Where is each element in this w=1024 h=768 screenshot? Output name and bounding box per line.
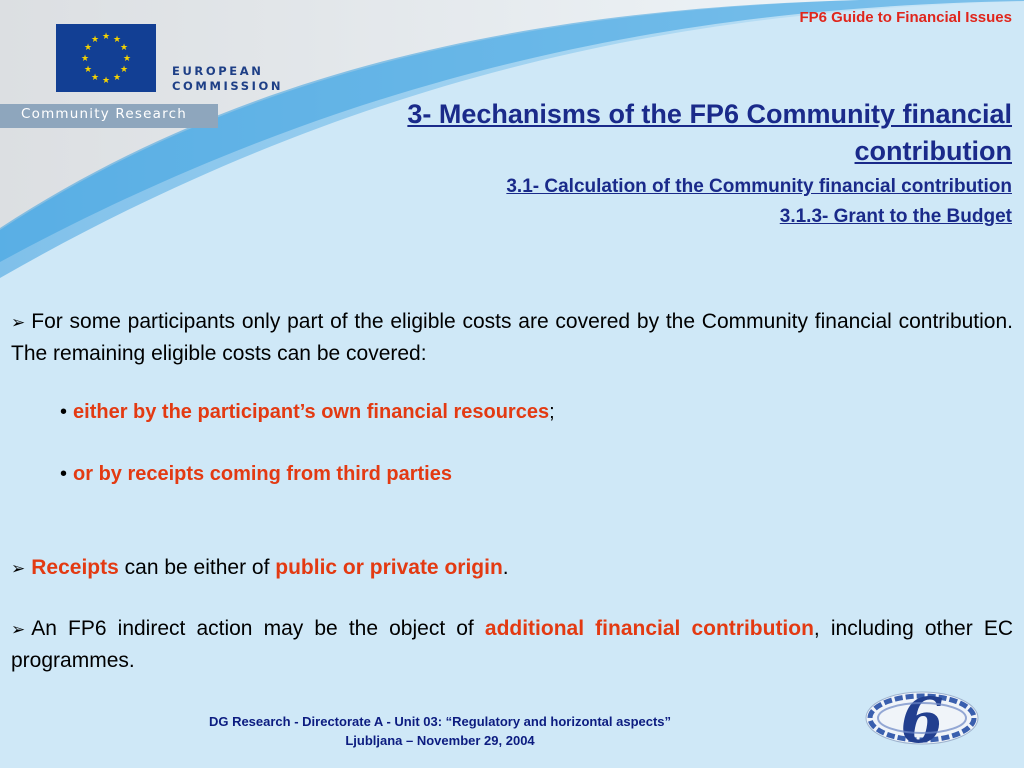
european-commission-wordmark bbox=[172, 64, 283, 94]
svg-text:★: ★ bbox=[90, 72, 100, 82]
slide-footer bbox=[170, 712, 710, 750]
action-outro-text: , including other EC programmes. bbox=[11, 617, 1013, 672]
svg-text:★: ★ bbox=[83, 42, 93, 52]
fp6-logo-icon bbox=[862, 680, 984, 752]
main-title: 3- Mechanisms of the FP6 Community financial contribution bbox=[407, 99, 1012, 166]
svg-text:★: ★ bbox=[112, 72, 122, 82]
footer-line-1: DG Research - Directorate A - Unit 03: “Regulatory and horizontal aspects” bbox=[208, 714, 672, 729]
community-research-label: Community Research bbox=[21, 106, 187, 122]
paragraph-additional-contribution bbox=[11, 613, 1013, 676]
action-intro-text: An FP6 indirect action may be the object of bbox=[31, 617, 474, 640]
slide-titles bbox=[292, 96, 1012, 232]
dot-bullet-icon: • bbox=[60, 401, 68, 423]
eu-flag-icon bbox=[56, 24, 156, 92]
dot-bullet-icon: • bbox=[60, 463, 68, 485]
subsection-title: 3.1.3- Grant to the Budget bbox=[779, 206, 1012, 227]
svg-text:★: ★ bbox=[83, 64, 93, 74]
receipts-mid-text: can be either of bbox=[124, 556, 270, 579]
svg-text:6: 6 bbox=[900, 684, 944, 752]
paragraph-eligible-costs-text: For some participants only part of the eligible costs are covered by the Community financial contribution. The remaining eligible costs can be covered: bbox=[11, 310, 1013, 365]
bullet-own-resources bbox=[60, 398, 555, 426]
paragraph-eligible-costs bbox=[11, 306, 1013, 369]
section-title: 3.1- Calculation of the Community financial contribution bbox=[506, 176, 1012, 197]
arrowhead-bullet-icon: ➢ bbox=[11, 313, 26, 332]
svg-text:★: ★ bbox=[112, 34, 122, 44]
footer-line-2: Ljubljana – November 29, 2004 bbox=[345, 733, 535, 748]
document-label: FP6 Guide to Financial Issues bbox=[799, 9, 1012, 26]
receipts-origin: public or private origin bbox=[275, 556, 503, 579]
receipts-end: . bbox=[502, 556, 509, 579]
own-resources-suffix: ; bbox=[549, 401, 555, 423]
additional-contribution-text: additional financial contribution bbox=[484, 617, 814, 640]
commission-line-1: EUROPEAN bbox=[172, 64, 264, 78]
commission-line-2: COMMISSION bbox=[172, 79, 284, 93]
svg-text:★: ★ bbox=[101, 31, 111, 41]
svg-text:★: ★ bbox=[119, 64, 129, 74]
svg-text:★: ★ bbox=[90, 34, 100, 44]
svg-text:★: ★ bbox=[119, 42, 129, 52]
arrowhead-bullet-icon: ➢ bbox=[11, 559, 26, 578]
svg-text:★: ★ bbox=[101, 75, 111, 85]
bullet-third-parties bbox=[60, 460, 452, 488]
paragraph-receipts bbox=[11, 552, 1013, 584]
receipts-word: Receipts bbox=[31, 556, 119, 579]
arrowhead-bullet-icon: ➢ bbox=[11, 620, 26, 639]
own-resources-text: either by the participant’s own financial resources bbox=[73, 401, 550, 423]
svg-text:★: ★ bbox=[122, 53, 132, 63]
third-parties-text: or by receipts coming from third parties bbox=[73, 463, 452, 485]
svg-text:★: ★ bbox=[80, 53, 90, 63]
